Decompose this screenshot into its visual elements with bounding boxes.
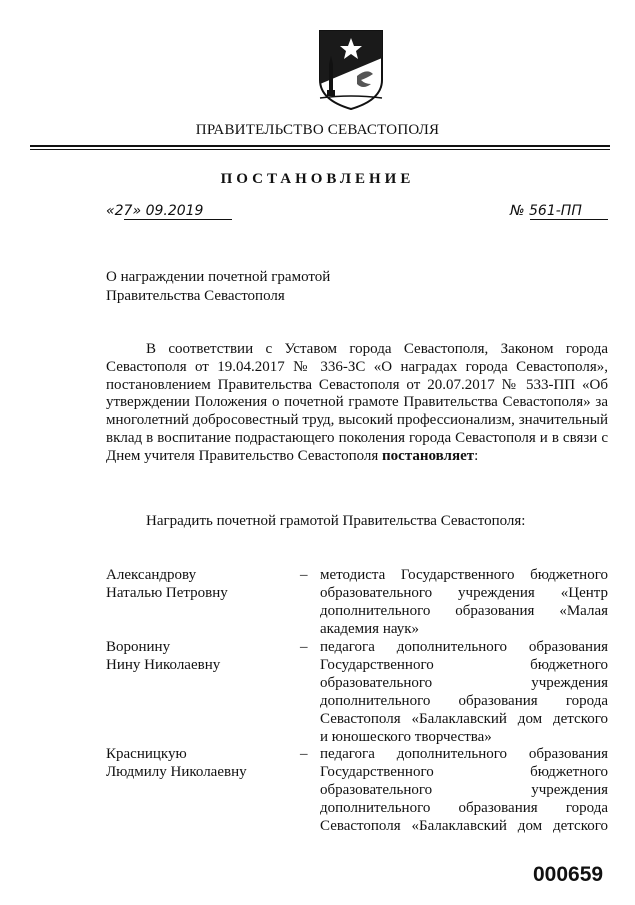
awardee-dash: – <box>300 639 308 655</box>
number-sign: № <box>510 203 525 219</box>
awardee-surname: Александрову <box>106 567 197 583</box>
position-line: педагога дополнительного образования <box>320 639 608 655</box>
awardee-given-names: Нину Николаевну <box>106 657 221 673</box>
serial-number: 000659 <box>533 863 604 886</box>
awardee-dash: – <box>300 567 308 583</box>
header-rule-thin <box>30 149 610 150</box>
date-day: 27 <box>114 203 133 219</box>
document-subject <box>106 268 330 306</box>
preamble-colon: : <box>474 447 479 464</box>
sevastopol-coat-of-arms-icon <box>317 28 385 112</box>
position-line: методиста Государственного бюджетного <box>320 567 608 583</box>
subject-line-2: Правительства Севастополя <box>106 288 285 304</box>
awardee-name <box>106 745 247 781</box>
number-value: 561-ПП <box>529 203 582 219</box>
awardee-surname: Воронину <box>106 639 171 655</box>
awardee-position <box>320 638 608 746</box>
date-open-quote: « <box>106 203 115 219</box>
position-line: дополнительного образования города <box>320 800 608 816</box>
position-line: академия наук» <box>320 621 420 637</box>
document-date <box>106 203 203 219</box>
preamble-text: В соответствии с Уставом города Севастополя, Законом города Севастополя от 19.04.2017 № 336-ЗС «О наградах города Севастополя», постановлением Правительства Севастополя от 20.07.2017 № 533-ПП «Об утверждении Положения о почетной грамоте Правительства Севастополя» за многолетний добросовестный труд, высокий профессионализм, значительный вклад в воспитание подрастающего поколения города Севастополя и в связи с Днем учителя Правительство Севастополя <box>106 341 608 464</box>
position-line: Государственного бюджетного <box>320 764 608 780</box>
position-line: педагога дополнительного образования <box>320 746 608 762</box>
award-statement: Наградить почетной грамотой Правительства Севастополя: <box>146 513 526 529</box>
number-underline <box>530 219 608 220</box>
position-line: и юношеского творчества» <box>320 729 492 745</box>
position-line: образовательного учреждения <box>320 675 608 691</box>
awardee-given-names: Людмилу Николаевну <box>106 764 247 780</box>
awardee-position <box>320 566 608 638</box>
position-line: Государственного бюджетного <box>320 657 608 673</box>
subject-line-1: О награждении почетной грамотой <box>106 269 331 285</box>
awardee-given-names: Наталью Петровну <box>106 585 228 601</box>
position-line: дополнительного образования города <box>320 693 608 709</box>
position-line: дополнительного образования «Малая <box>320 603 608 619</box>
preamble-bold-verb: постановляет <box>382 447 475 464</box>
header-rule-thick <box>30 145 610 147</box>
government-title: ПРАВИТЕЛЬСТВО СЕВАСТОПОЛЯ <box>195 122 440 138</box>
date-underline <box>124 219 232 220</box>
awardee-surname: Красницкую <box>106 746 187 762</box>
position-line: образовательного учреждения <box>320 782 608 798</box>
awardee-name <box>106 638 220 674</box>
document-number <box>510 203 582 219</box>
awardee-position <box>320 745 608 835</box>
awardee-dash: – <box>300 746 308 762</box>
date-close-quote: » <box>132 203 142 219</box>
document-type-title: ПОСТАНОВЛЕНИЕ <box>220 171 415 187</box>
position-line: Севастополя «Балаклавский дом детского <box>320 711 608 727</box>
position-line: образовательного учреждения «Центр <box>320 585 608 601</box>
date-month-year: 09.2019 <box>145 203 204 219</box>
preamble-paragraph <box>106 341 608 466</box>
awardee-name <box>106 566 228 602</box>
position-line: Севастополя «Балаклавский дом детского <box>320 818 608 834</box>
